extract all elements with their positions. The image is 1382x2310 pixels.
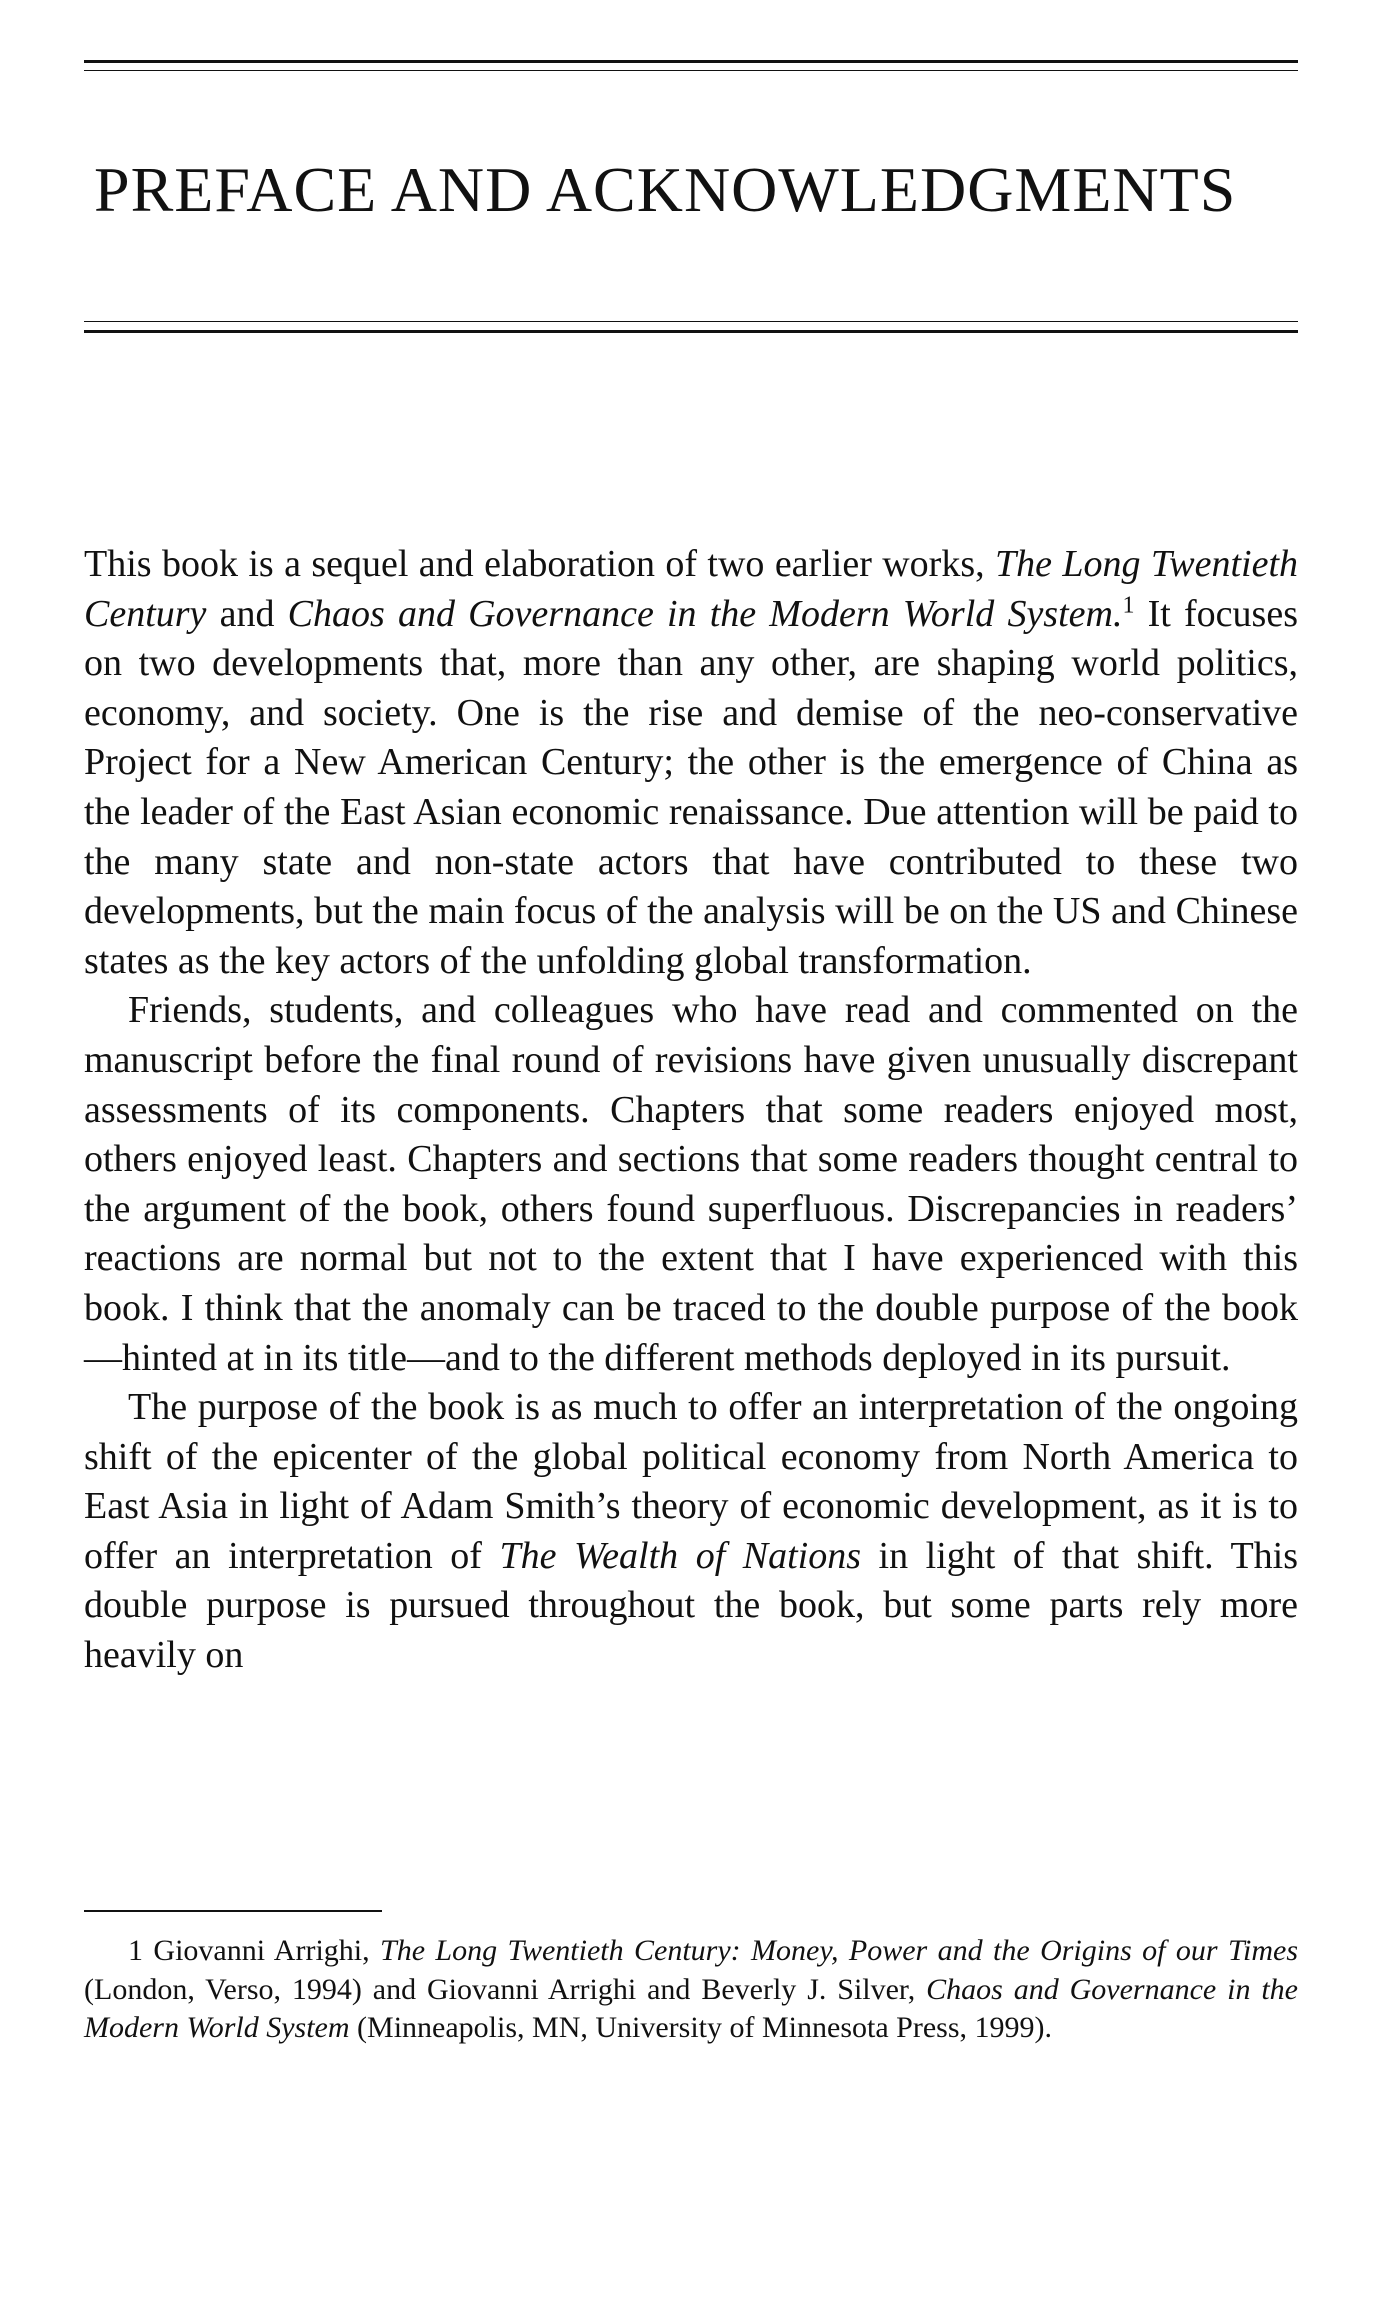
book-title-wealth-of-nations: The Wealth of Nations: [499, 1534, 862, 1577]
top-rule-thick: [84, 60, 1298, 63]
footnote-text: (Minneapolis, MN, University of Minnesota Press, 1999).: [349, 2011, 1052, 2044]
top-rule-thin: [84, 70, 1298, 71]
text-segment: and: [206, 592, 288, 635]
footnote-text: (London, Verso, 1994) and Giovanni Arrighi and Beverly J. Silver,: [84, 1972, 927, 2006]
book-title-long-twentieth-century: The Long Twentieth Century: [84, 543, 1298, 635]
footnote: [84, 1932, 1298, 2048]
book-title-chaos-and-governance: Chaos and Governance in the Modern World System.: [287, 592, 1123, 635]
chapter-title: PREFACE AND ACKNOWLEDGMENTS: [94, 154, 1237, 225]
footnote-marker: 1: [1122, 591, 1135, 618]
text-segment: This book is a sequel and elaboration of two earlier works,: [84, 543, 996, 585]
footnote-book-title: Chaos and Governance in the Modern World System: [84, 1972, 1298, 2044]
text-segment: in light of that shift. This double purpose is pursued throughout the book, but some parts rely more heavily on: [84, 1534, 1298, 1677]
paragraph: [84, 540, 1298, 986]
footnote-rule: [84, 1910, 382, 1912]
body-text: [84, 540, 1298, 1681]
text-segment: Friends, students, and colleagues who have read and commented on the manuscript before the final round of revisions have given unusually discrepant assessments of its components. Chapters that some readers enjoyed most, others enjoyed least. Chapters and sections that some readers thought central to the argument of the book, others found superfluous. Discrepancies in readers’ reactions are normal but not to the extent that I have experienced with this book. I think that the anomaly can be traced to the double purpose of the book—hinted at in its title—and to the different methods deployed in its pursuit.: [84, 989, 1298, 1379]
paragraph: [84, 986, 1298, 1383]
paragraph: [84, 1383, 1298, 1681]
text-segment: It focuses on two developments that, more than any other, are shaping world politics, economy, and society. One is the rise and demise of the neo-conservative Project for a New American Century; the other is the emergence of China as the leader of the East Asian economic renaissance. Due attention will be paid to the many state and non-state actors that have contributed to these two developments, but the main focus of the analysis will be on the US and Chinese states as the key actors of the unfolding global transformation.: [84, 592, 1298, 982]
text-segment: The purpose of the book is as much to offer an interpretation of the ongoing shift of the epicenter of the global political economy from North America to East Asia in light of Adam Smith’s theory of economic development, as it is to offer an interpretation of: [84, 1386, 1298, 1577]
footnote-text: 1 Giovanni Arrighi,: [128, 1934, 381, 1967]
title-rule-thin: [84, 321, 1298, 322]
title-rule-thick: [84, 330, 1298, 333]
footnote-book-title: The Long Twentieth Century: Money, Power and the Origins of our Times: [380, 1934, 1298, 1967]
